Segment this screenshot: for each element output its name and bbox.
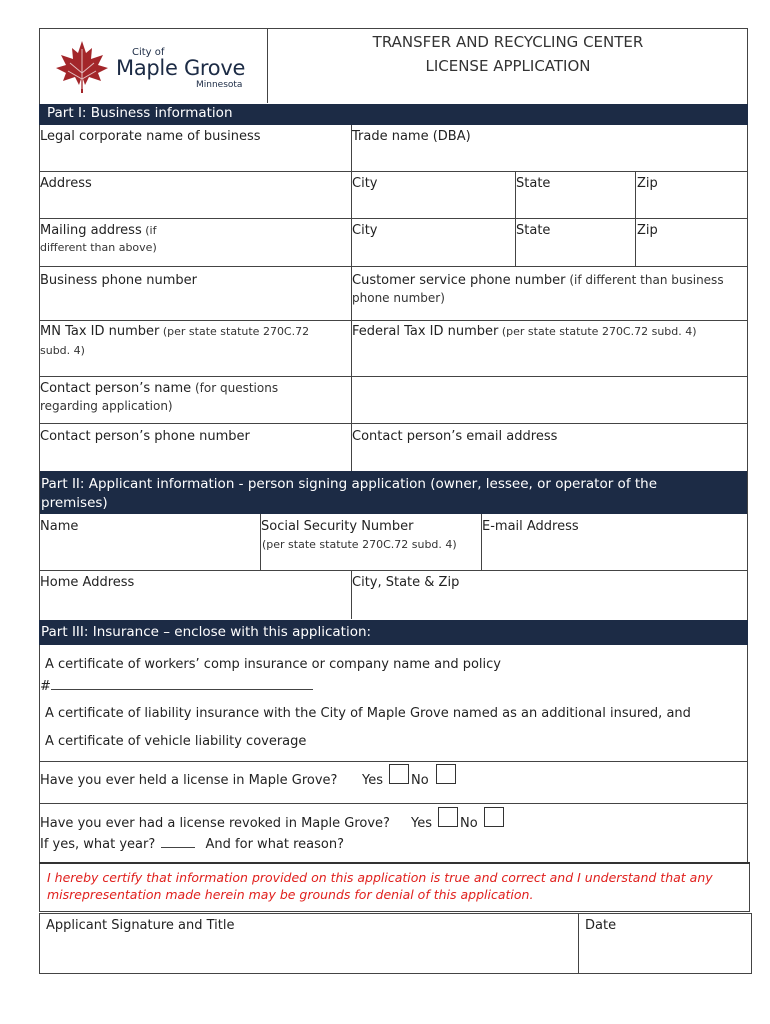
q2-no-label: No xyxy=(460,816,478,831)
q2-text: Have you ever had a license revoked in Maple Grove? xyxy=(40,816,390,831)
part2-heading-line-1: Part II: Applicant information - person signing application (owner, lessee, or operator of the xyxy=(41,476,658,492)
workers-comp-text: A certificate of workers’ comp insurance or company name and policy xyxy=(45,657,501,672)
logo-name: Maple Grove xyxy=(116,56,246,80)
zip-label: Zip xyxy=(637,176,658,191)
customer-service-note-2: phone number) xyxy=(352,291,445,305)
part3-heading xyxy=(39,620,748,645)
date-label: Date xyxy=(585,918,617,933)
state-label: State xyxy=(516,176,551,191)
certification-line-1: I hereby certify that information provided on this application is true and correct and I understand that any xyxy=(47,870,713,885)
legal-name-label: Legal corporate name of business xyxy=(40,129,261,144)
part3-frame xyxy=(39,645,748,863)
logo-city-of: City of xyxy=(132,47,165,58)
address-label: Address xyxy=(40,176,92,191)
q2-reason-label: And for what reason? xyxy=(205,837,345,852)
mn-tax-note-1: (per state statute 270C.72 xyxy=(159,325,310,338)
part1-2-frame xyxy=(39,125,748,620)
signature-field[interactable] xyxy=(41,938,576,972)
ssn-note: (per state statute 270C.72 subd. 4) xyxy=(262,538,457,551)
mailing-note-2: different than above) xyxy=(40,241,157,254)
q1-yes-label: Yes xyxy=(362,773,383,788)
customer-service-note-1: (if different than business xyxy=(565,273,724,287)
trade-name-label: Trade name (DBA) xyxy=(352,129,471,144)
part1-heading xyxy=(39,104,748,125)
mailing-state-label: State xyxy=(516,223,551,238)
form-title-line-1: TRANSFER AND RECYCLING CENTER xyxy=(372,33,644,51)
federal-tax-note: (per state statute 270C.72 subd. 4) xyxy=(498,325,697,338)
part1-heading-text: Part I: Business information xyxy=(47,105,233,121)
mailing-note-1: (if xyxy=(141,224,157,237)
vehicle-text: A certificate of vehicle liability coverage xyxy=(45,734,307,749)
mailing-address-text: Mailing address xyxy=(40,223,142,238)
home-address-label: Home Address xyxy=(40,575,135,590)
date-field[interactable] xyxy=(581,938,750,972)
business-phone-label: Business phone number xyxy=(40,273,198,288)
city-label: City xyxy=(352,176,378,191)
mn-tax-note-2: subd. 4) xyxy=(40,344,85,357)
q2-yes-label: Yes xyxy=(411,816,432,831)
logo-box xyxy=(40,29,268,103)
city-state-zip-label: City, State & Zip xyxy=(352,575,460,590)
contact-name-note-1: (for questions xyxy=(191,381,279,395)
maple-leaf-icon xyxy=(54,39,110,95)
signature-label: Applicant Signature and Title xyxy=(46,918,235,933)
part2-heading-line-2: premises) xyxy=(41,495,108,511)
certification-line-2: misrepresentation made herein may be grounds for denial of this application. xyxy=(47,887,534,902)
q1-no-label: No xyxy=(411,773,429,788)
mn-tax-text: MN Tax ID number xyxy=(40,324,160,339)
email-label: E-mail Address xyxy=(482,519,579,534)
applicant-name-label: Name xyxy=(40,519,79,534)
form-title-line-2: LICENSE APPLICATION xyxy=(425,57,591,75)
contact-name-note-2: regarding application) xyxy=(40,399,173,413)
signature-date-divider xyxy=(578,913,579,974)
policy-hash: # xyxy=(40,679,51,694)
contact-email-label: Contact person’s email address xyxy=(352,429,558,444)
part3-heading-text: Part III: Insurance – enclose with this application: xyxy=(41,624,372,640)
federal-tax-text: Federal Tax ID number xyxy=(352,324,499,339)
logo-state: Minnesota xyxy=(196,80,243,90)
ssn-label: Social Security Number xyxy=(261,519,414,534)
customer-service-text: Customer service phone number xyxy=(352,273,566,288)
contact-phone-label: Contact person’s phone number xyxy=(40,429,250,444)
q1-text: Have you ever held a license in Maple Grove? xyxy=(40,773,338,788)
mailing-zip-label: Zip xyxy=(637,223,658,238)
contact-name-text: Contact person’s name xyxy=(40,381,192,396)
liability-text: A certificate of liability insurance with the City of Maple Grove named as an additional insured, and xyxy=(45,706,691,721)
mailing-city-label: City xyxy=(352,223,378,238)
q2-year-label: If yes, what year? xyxy=(40,837,156,852)
